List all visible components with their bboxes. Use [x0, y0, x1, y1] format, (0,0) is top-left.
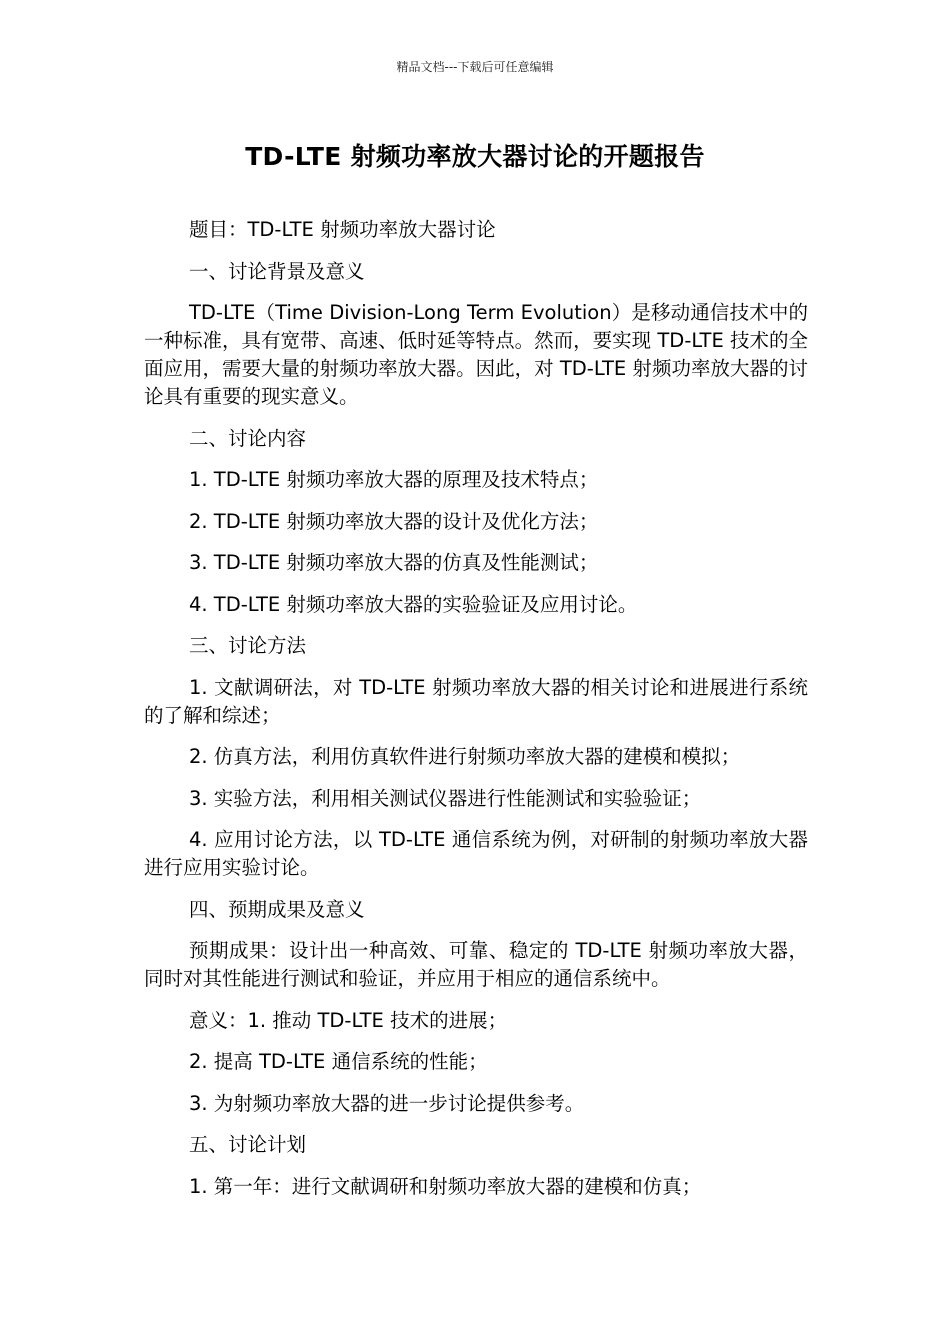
method-item: 1. 文献调研法，对 TD-LTE 射频功率放大器的相关讨论和进展进行系统的了解和综述；: [144, 675, 808, 727]
content-item: 3. TD-LTE 射频功率放大器的仿真及性能测试；: [189, 551, 599, 574]
section-heading-outcomes: 四、预期成果及意义: [189, 897, 365, 921]
section-heading-methods: 三、讨论方法: [189, 634, 307, 657]
topic-line: 题目：TD-LTE 射频功率放大器讨论: [189, 218, 496, 241]
section-heading-background: 一、讨论背景及意义: [189, 259, 365, 283]
content-item: 4. TD-LTE 射频功率放大器的实验验证及应用讨论。: [189, 592, 638, 616]
significance-item: 意义：1. 推动 TD-LTE 技术的进展；: [189, 1008, 508, 1032]
significance-item: 3. 为射频功率放大器的进一步讨论提供参考。: [189, 1091, 585, 1115]
content-item: 2. TD-LTE 射频功率放大器的设计及优化方法；: [189, 509, 599, 533]
document-title: TD-LTE 射频功率放大器讨论的开题报告: [245, 142, 705, 171]
document-body: [144, 216, 808, 1214]
plan-item: 1. 第一年：进行文献调研和射频功率放大器的建模和仿真；: [189, 1174, 702, 1198]
significance-item: 2. 提高 TD-LTE 通信系统的性能；: [189, 1050, 488, 1073]
section-heading-content: 二、讨论内容: [189, 426, 307, 450]
page-header: 精品文档---下载后可任意编辑: [396, 60, 554, 74]
method-item: 3. 实验方法，利用相关测试仪器进行性能测试和实验验证；: [189, 786, 702, 810]
content-item: 1. TD-LTE 射频功率放大器的原理及技术特点；: [189, 468, 599, 491]
outcome-paragraph: 预期成果：设计出一种高效、可靠、稳定的 TD-LTE 射频功率放大器，同时对其性能进行测试和验证，并应用于相应的通信系统中。: [144, 939, 808, 990]
method-item: 2. 仿真方法，利用仿真软件进行射频功率放大器的建模和模拟；: [189, 745, 741, 768]
method-item: 4. 应用讨论方法，以 TD-LTE 通信系统为例，对研制的射频功率放大器进行应用实验讨论。: [144, 828, 808, 879]
section-heading-plan: 五、讨论计划: [189, 1133, 307, 1156]
background-paragraph: TD-LTE（Time Division-Long Term Evolution）是移动通信技术中的一种标准，具有宽带、高速、低时延等特点。然而，要实现 TD-LTE 技术的全面应用，需要大量的射频功率放大器。因此，对 TD-LTE 射频功率放大器的讨论具有重要的现实意义。: [144, 301, 808, 408]
